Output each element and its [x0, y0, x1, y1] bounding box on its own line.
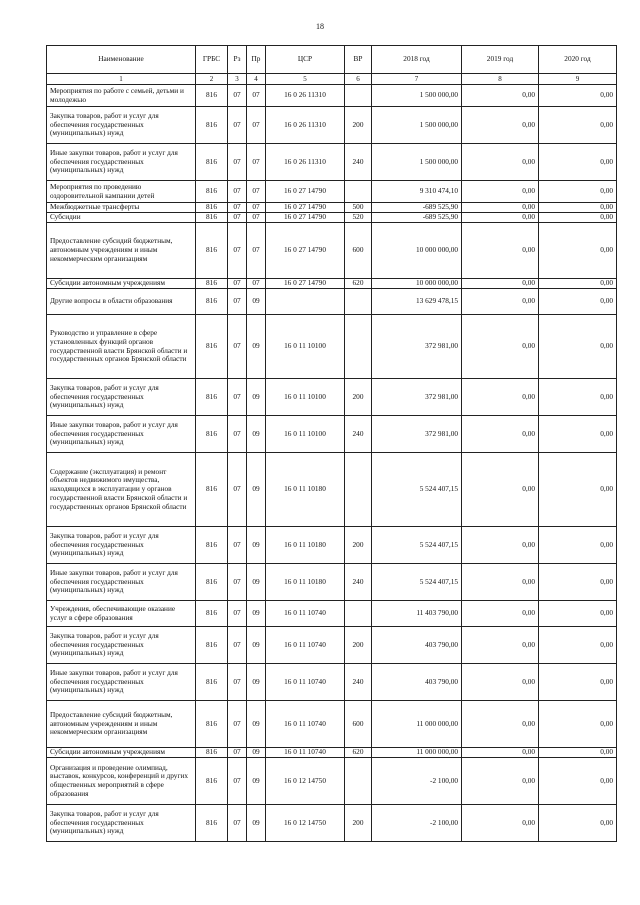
row-csr: 16 0 27 14790: [266, 181, 345, 203]
row-vr: 200: [345, 805, 372, 842]
row-amount-2019: 0,00: [462, 748, 539, 758]
row-amount-2019: 0,00: [462, 701, 539, 748]
row-name: Иные закупки товаров, работ и услуг для обеспечения государственных (муниципальных) нужд: [47, 664, 196, 701]
row-amount-2018: -2 100,00: [372, 805, 462, 842]
table-row: [47, 107, 617, 144]
table-row: [47, 564, 617, 601]
row-vr: 620: [345, 748, 372, 758]
row-amount-2018: 1 500 000,00: [372, 107, 462, 144]
row-amount-2020: 0,00: [539, 85, 617, 107]
row-amount-2020: 0,00: [539, 181, 617, 203]
row-csr: 16 0 12 14750: [266, 805, 345, 842]
row-rz: 07: [228, 805, 247, 842]
row-vr: 500: [345, 203, 372, 213]
column-number: 3: [228, 74, 247, 85]
row-amount-2018: 11 000 000,00: [372, 748, 462, 758]
table-row: [47, 601, 617, 627]
row-amount-2019: 0,00: [462, 85, 539, 107]
row-amount-2019: 0,00: [462, 213, 539, 223]
header-2018: 2018 год: [372, 46, 462, 74]
row-grbs: 816: [196, 315, 228, 379]
row-vr: [345, 315, 372, 379]
row-vr: [345, 758, 372, 805]
row-vr: 240: [345, 416, 372, 453]
header-name: Наименование: [47, 46, 196, 74]
row-grbs: 816: [196, 758, 228, 805]
row-name: Субсидии: [47, 213, 196, 223]
row-rz: 07: [228, 379, 247, 416]
row-rz: 07: [228, 279, 247, 289]
table-row: [47, 315, 617, 379]
row-csr: 16 0 27 14790: [266, 203, 345, 213]
column-number: 1: [47, 74, 196, 85]
row-amount-2020: 0,00: [539, 805, 617, 842]
table-row: [47, 379, 617, 416]
row-csr: [266, 289, 345, 315]
row-rz: 07: [228, 701, 247, 748]
row-rz: 07: [228, 144, 247, 181]
table-row: [47, 664, 617, 701]
row-vr: 240: [345, 144, 372, 181]
row-amount-2019: 0,00: [462, 601, 539, 627]
row-name: Иные закупки товаров, работ и услуг для обеспечения государственных (муниципальных) нужд: [47, 564, 196, 601]
table-row: [47, 85, 617, 107]
row-pr: 09: [247, 758, 266, 805]
row-csr: 16 0 11 10740: [266, 664, 345, 701]
row-rz: 07: [228, 315, 247, 379]
header-csr: ЦСР: [266, 46, 345, 74]
row-grbs: 816: [196, 601, 228, 627]
row-grbs: 816: [196, 564, 228, 601]
row-vr: 200: [345, 107, 372, 144]
row-amount-2018: 10 000 000,00: [372, 279, 462, 289]
row-vr: 520: [345, 213, 372, 223]
row-grbs: 816: [196, 223, 228, 279]
row-vr: 600: [345, 701, 372, 748]
column-number: 9: [539, 74, 617, 85]
row-pr: 09: [247, 748, 266, 758]
row-grbs: 816: [196, 279, 228, 289]
column-number-row: [47, 74, 617, 85]
row-grbs: 816: [196, 107, 228, 144]
row-grbs: 816: [196, 289, 228, 315]
row-amount-2018: 11 403 790,00: [372, 601, 462, 627]
budget-table: [46, 45, 617, 842]
row-amount-2019: 0,00: [462, 107, 539, 144]
row-amount-2019: 0,00: [462, 416, 539, 453]
row-grbs: 816: [196, 805, 228, 842]
row-pr: 09: [247, 627, 266, 664]
table-row: [47, 627, 617, 664]
row-rz: 07: [228, 213, 247, 223]
row-amount-2020: 0,00: [539, 748, 617, 758]
row-amount-2019: 0,00: [462, 289, 539, 315]
column-number: 8: [462, 74, 539, 85]
row-pr: 07: [247, 181, 266, 203]
row-rz: 07: [228, 527, 247, 564]
row-amount-2018: 5 524 407,15: [372, 564, 462, 601]
table-row: [47, 527, 617, 564]
row-amount-2018: 5 524 407,15: [372, 453, 462, 527]
row-grbs: 816: [196, 453, 228, 527]
row-amount-2018: 9 310 474,10: [372, 181, 462, 203]
row-pr: 07: [247, 213, 266, 223]
row-pr: 07: [247, 107, 266, 144]
table-row: [47, 416, 617, 453]
row-csr: 16 0 11 10180: [266, 564, 345, 601]
row-vr: [345, 453, 372, 527]
header-rz: Рз: [228, 46, 247, 74]
column-number: 6: [345, 74, 372, 85]
column-number: 7: [372, 74, 462, 85]
row-pr: 09: [247, 664, 266, 701]
row-vr: 200: [345, 379, 372, 416]
table-row: [47, 279, 617, 289]
row-rz: 07: [228, 601, 247, 627]
row-amount-2019: 0,00: [462, 758, 539, 805]
row-csr: 16 0 26 11310: [266, 144, 345, 181]
row-grbs: 816: [196, 181, 228, 203]
table-row: [47, 223, 617, 279]
row-name: Иные закупки товаров, работ и услуг для обеспечения государственных (муниципальных) нужд: [47, 144, 196, 181]
row-name: Организация и проведение олимпиад, выставок, конкурсов, конференций и других общественных мероприятий в сфере образования: [47, 758, 196, 805]
row-name: Руководство и управление в сфере установленных функций органов государственной власти Брянской области и государственных органов Брянской области: [47, 315, 196, 379]
row-csr: 16 0 11 10180: [266, 453, 345, 527]
row-amount-2020: 0,00: [539, 379, 617, 416]
row-pr: 09: [247, 564, 266, 601]
row-vr: 240: [345, 564, 372, 601]
row-csr: 16 0 11 10740: [266, 748, 345, 758]
row-name: Предоставление субсидий бюджетным, автономным учреждениям и иным некоммерческим организациям: [47, 701, 196, 748]
row-amount-2019: 0,00: [462, 144, 539, 181]
row-grbs: 816: [196, 627, 228, 664]
row-rz: 07: [228, 107, 247, 144]
row-amount-2020: 0,00: [539, 279, 617, 289]
row-amount-2020: 0,00: [539, 416, 617, 453]
row-rz: 07: [228, 748, 247, 758]
row-pr: 07: [247, 279, 266, 289]
row-name: Субсидии автономным учреждениям: [47, 279, 196, 289]
row-amount-2020: 0,00: [539, 601, 617, 627]
row-pr: 07: [247, 223, 266, 279]
table-row: [47, 144, 617, 181]
row-amount-2018: -2 100,00: [372, 758, 462, 805]
row-rz: 07: [228, 564, 247, 601]
row-amount-2019: 0,00: [462, 181, 539, 203]
row-amount-2020: 0,00: [539, 107, 617, 144]
row-rz: 07: [228, 758, 247, 805]
row-pr: 09: [247, 805, 266, 842]
row-amount-2019: 0,00: [462, 453, 539, 527]
row-amount-2018: 372 981,00: [372, 379, 462, 416]
row-pr: 09: [247, 601, 266, 627]
row-vr: 240: [345, 664, 372, 701]
row-csr: 16 0 12 14750: [266, 758, 345, 805]
table-row: [47, 701, 617, 748]
row-name: Мероприятия по работе с семьей, детьми и молодежью: [47, 85, 196, 107]
row-pr: 07: [247, 144, 266, 181]
row-rz: 07: [228, 203, 247, 213]
row-amount-2020: 0,00: [539, 289, 617, 315]
row-vr: 600: [345, 223, 372, 279]
table-body: [47, 85, 617, 842]
row-rz: 07: [228, 416, 247, 453]
row-vr: [345, 85, 372, 107]
row-vr: [345, 601, 372, 627]
row-amount-2020: 0,00: [539, 223, 617, 279]
row-vr: [345, 181, 372, 203]
row-amount-2018: 403 790,00: [372, 627, 462, 664]
row-grbs: 816: [196, 701, 228, 748]
row-csr: 16 0 11 10740: [266, 601, 345, 627]
row-csr: 16 0 11 10100: [266, 416, 345, 453]
row-name: Учреждения, обеспечивающие оказание услуг в сфере образования: [47, 601, 196, 627]
row-pr: 09: [247, 416, 266, 453]
row-grbs: 816: [196, 416, 228, 453]
row-amount-2019: 0,00: [462, 379, 539, 416]
row-pr: 09: [247, 379, 266, 416]
row-csr: 16 0 27 14790: [266, 279, 345, 289]
row-rz: 07: [228, 223, 247, 279]
row-amount-2018: -689 525,90: [372, 203, 462, 213]
row-name: Предоставление субсидий бюджетным, автономным учреждениям и иным некоммерческим организациям: [47, 223, 196, 279]
row-amount-2019: 0,00: [462, 664, 539, 701]
row-name: Закупка товаров, работ и услуг для обеспечения государственных (муниципальных) нужд: [47, 107, 196, 144]
row-amount-2018: 10 000 000,00: [372, 223, 462, 279]
row-name: Закупка товаров, работ и услуг для обеспечения государственных (муниципальных) нужд: [47, 627, 196, 664]
header-row: [47, 46, 617, 74]
row-amount-2020: 0,00: [539, 315, 617, 379]
row-amount-2019: 0,00: [462, 627, 539, 664]
header-pr: Пр: [247, 46, 266, 74]
table-row: [47, 181, 617, 203]
row-vr: [345, 289, 372, 315]
row-grbs: 816: [196, 379, 228, 416]
header-vr: ВР: [345, 46, 372, 74]
row-csr: 16 0 11 10740: [266, 701, 345, 748]
table-row: [47, 289, 617, 315]
table-row: [47, 748, 617, 758]
row-name: Субсидии автономным учреждениям: [47, 748, 196, 758]
row-vr: 620: [345, 279, 372, 289]
row-name: Закупка товаров, работ и услуг для обеспечения государственных (муниципальных) нужд: [47, 805, 196, 842]
row-grbs: 816: [196, 213, 228, 223]
row-csr: 16 0 26 11310: [266, 107, 345, 144]
row-name: Содержание (эксплуатация) и ремонт объектов недвижимого имущества, находящихся в эксплуатации у органов государственной власти Брянской области и государственных органов Брянской области: [47, 453, 196, 527]
column-number: 5: [266, 74, 345, 85]
row-pr: 09: [247, 527, 266, 564]
row-grbs: 816: [196, 748, 228, 758]
table-row: [47, 805, 617, 842]
row-name: Закупка товаров, работ и услуг для обеспечения государственных (муниципальных) нужд: [47, 379, 196, 416]
header-grbs: ГРБС: [196, 46, 228, 74]
row-name: Мероприятия по проведению оздоровительной кампании детей: [47, 181, 196, 203]
row-grbs: 816: [196, 144, 228, 181]
row-name: Иные закупки товаров, работ и услуг для обеспечения государственных (муниципальных) нужд: [47, 416, 196, 453]
row-csr: 16 0 11 10100: [266, 379, 345, 416]
row-grbs: 816: [196, 664, 228, 701]
row-grbs: 816: [196, 85, 228, 107]
row-amount-2019: 0,00: [462, 805, 539, 842]
row-grbs: 816: [196, 203, 228, 213]
table-row: [47, 453, 617, 527]
row-amount-2019: 0,00: [462, 564, 539, 601]
row-vr: 200: [345, 527, 372, 564]
page-number: 18: [316, 22, 324, 31]
column-number: 4: [247, 74, 266, 85]
row-amount-2018: 13 629 478,15: [372, 289, 462, 315]
row-amount-2020: 0,00: [539, 758, 617, 805]
table-row: [47, 203, 617, 213]
row-amount-2019: 0,00: [462, 223, 539, 279]
row-amount-2020: 0,00: [539, 527, 617, 564]
row-rz: 07: [228, 85, 247, 107]
row-vr: 200: [345, 627, 372, 664]
row-pr: 09: [247, 701, 266, 748]
row-amount-2018: 1 500 000,00: [372, 85, 462, 107]
row-amount-2019: 0,00: [462, 203, 539, 213]
row-rz: 07: [228, 627, 247, 664]
row-pr: 07: [247, 85, 266, 107]
row-csr: 16 0 27 14790: [266, 213, 345, 223]
row-amount-2018: -689 525,90: [372, 213, 462, 223]
row-csr: 16 0 26 11310: [266, 85, 345, 107]
row-grbs: 816: [196, 527, 228, 564]
row-rz: 07: [228, 453, 247, 527]
header-2019: 2019 год: [462, 46, 539, 74]
row-amount-2020: 0,00: [539, 453, 617, 527]
row-name: Межбюджетные трансферты: [47, 203, 196, 213]
row-name: Закупка товаров, работ и услуг для обеспечения государственных (муниципальных) нужд: [47, 527, 196, 564]
row-amount-2018: 1 500 000,00: [372, 144, 462, 181]
row-amount-2018: 372 981,00: [372, 315, 462, 379]
row-pr: 09: [247, 289, 266, 315]
row-amount-2019: 0,00: [462, 279, 539, 289]
row-amount-2018: 403 790,00: [372, 664, 462, 701]
column-number: 2: [196, 74, 228, 85]
row-amount-2020: 0,00: [539, 627, 617, 664]
row-amount-2020: 0,00: [539, 203, 617, 213]
row-amount-2019: 0,00: [462, 527, 539, 564]
table-row: [47, 758, 617, 805]
row-amount-2020: 0,00: [539, 144, 617, 181]
row-rz: 07: [228, 181, 247, 203]
row-pr: 09: [247, 315, 266, 379]
row-pr: 09: [247, 453, 266, 527]
header-2020: 2020 год: [539, 46, 617, 74]
row-name: Другие вопросы в области образования: [47, 289, 196, 315]
row-amount-2020: 0,00: [539, 701, 617, 748]
table-row: [47, 213, 617, 223]
row-rz: 07: [228, 664, 247, 701]
row-amount-2020: 0,00: [539, 213, 617, 223]
row-csr: 16 0 11 10740: [266, 627, 345, 664]
row-amount-2018: 372 981,00: [372, 416, 462, 453]
row-pr: 07: [247, 203, 266, 213]
row-amount-2020: 0,00: [539, 564, 617, 601]
row-csr: 16 0 11 10100: [266, 315, 345, 379]
row-csr: 16 0 11 10180: [266, 527, 345, 564]
row-amount-2019: 0,00: [462, 315, 539, 379]
row-amount-2018: 5 524 407,15: [372, 527, 462, 564]
row-amount-2020: 0,00: [539, 664, 617, 701]
row-amount-2018: 11 000 000,00: [372, 701, 462, 748]
row-rz: 07: [228, 289, 247, 315]
row-csr: 16 0 27 14790: [266, 223, 345, 279]
